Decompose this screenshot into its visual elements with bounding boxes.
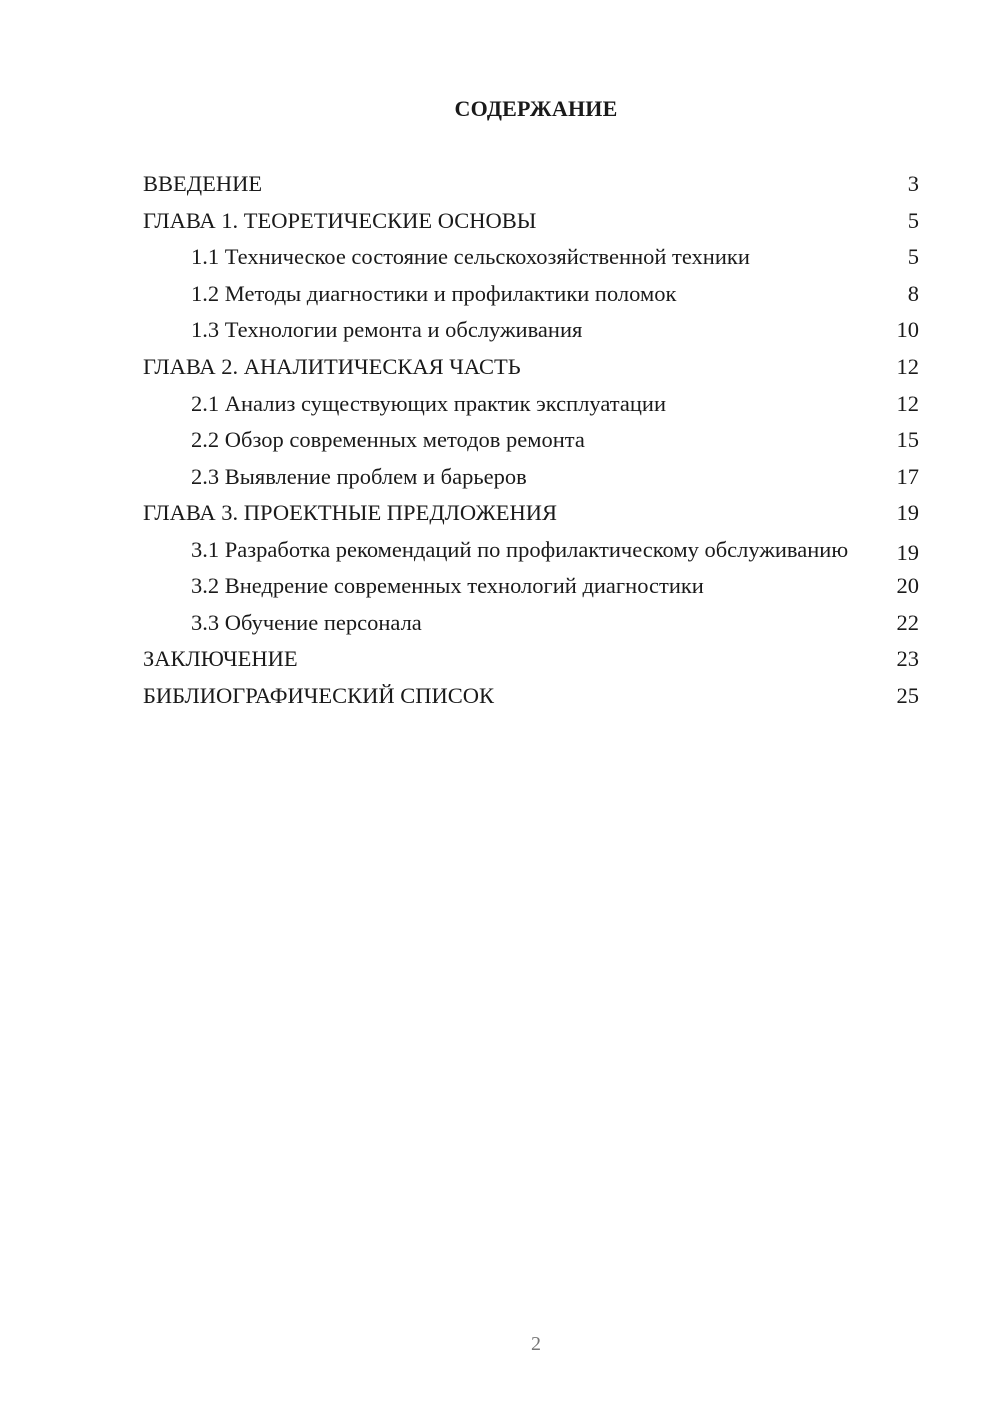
toc-entry-title: 1.2 Методы диагностики и профилактики поломок	[191, 280, 677, 306]
page-number: 2	[531, 1333, 541, 1355]
toc-entry-page: 12	[896, 390, 919, 416]
toc-entry-section-1-1	[143, 239, 919, 276]
toc-entry-bibliography	[143, 678, 919, 715]
toc-entry-conclusion	[143, 641, 919, 678]
toc-entry-section-2-2	[143, 422, 919, 459]
toc-entry-page: 23	[896, 646, 919, 672]
table-of-contents	[143, 166, 919, 714]
toc-entry-chapter-3	[143, 495, 919, 532]
toc-entry-page: 19	[896, 500, 919, 526]
toc-entry-title: 2.3 Выявление проблем и барьеров	[191, 463, 527, 489]
toc-entry-title: ГЛАВА 3. ПРОЕКТНЫЕ ПРЕДЛОЖЕНИЯ	[143, 500, 558, 526]
toc-entry-section-3-1	[143, 532, 919, 568]
toc-entry-page: 3	[907, 171, 919, 196]
toc-entry-page: 22	[896, 609, 919, 635]
toc-entry-page: 20	[896, 572, 919, 598]
toc-entry-page: 12	[896, 353, 919, 379]
toc-entry-title: 3.3 Обучение персонала	[191, 609, 422, 635]
toc-entry-page: 5	[907, 207, 919, 233]
toc-entry-title: 2.1 Анализ существующих практик эксплуатации	[191, 390, 666, 416]
toc-entry-page: 5	[907, 244, 919, 270]
toc-entry-title: 1.1 Техническое состояние сельскохозяйственной техники	[191, 244, 750, 270]
toc-entry-title: 3.1 Разработка рекомендаций по профилактическому обслуживанию	[191, 536, 849, 562]
toc-entry-title: БИБЛИОГРАФИЧЕСКИЙ СПИСОК	[143, 682, 495, 708]
page-title: СОДЕРЖАНИЕ	[454, 96, 618, 121]
toc-entry-title: ГЛАВА 2. АНАЛИТИЧЕСКАЯ ЧАСТЬ	[143, 353, 521, 379]
toc-entry-section-2-1	[143, 386, 919, 423]
toc-entry-section-2-3	[143, 459, 919, 496]
toc-entry-page: 8	[907, 280, 919, 306]
toc-entry-page: 15	[896, 427, 919, 453]
toc-entry-title: 2.2 Обзор современных методов ремонта	[191, 427, 585, 453]
toc-entry-title: ЗАКЛЮЧЕНИЕ	[143, 646, 298, 672]
toc-entry-introduction	[143, 166, 919, 203]
toc-entry-page: 19	[896, 539, 919, 565]
toc-entry-section-1-2	[143, 276, 919, 313]
toc-entry-chapter-2	[143, 349, 919, 386]
toc-entry-page: 10	[896, 317, 919, 343]
toc-entry-title: 3.2 Внедрение современных технологий диагностики	[191, 572, 704, 598]
toc-entry-section-3-3	[143, 605, 919, 642]
toc-entry-title: ГЛАВА 1. ТЕОРЕТИЧЕСКИЕ ОСНОВЫ	[143, 207, 537, 233]
toc-entry-section-3-2	[143, 568, 919, 605]
toc-entry-title: ВВЕДЕНИЕ	[143, 171, 263, 196]
toc-entry-page: 17	[896, 463, 919, 489]
toc-entry-title: 1.3 Технологии ремонта и обслуживания	[191, 317, 583, 343]
toc-entry-page: 25	[896, 682, 919, 708]
toc-entry-section-1-3	[143, 312, 919, 349]
toc-entry-chapter-1	[143, 203, 919, 240]
